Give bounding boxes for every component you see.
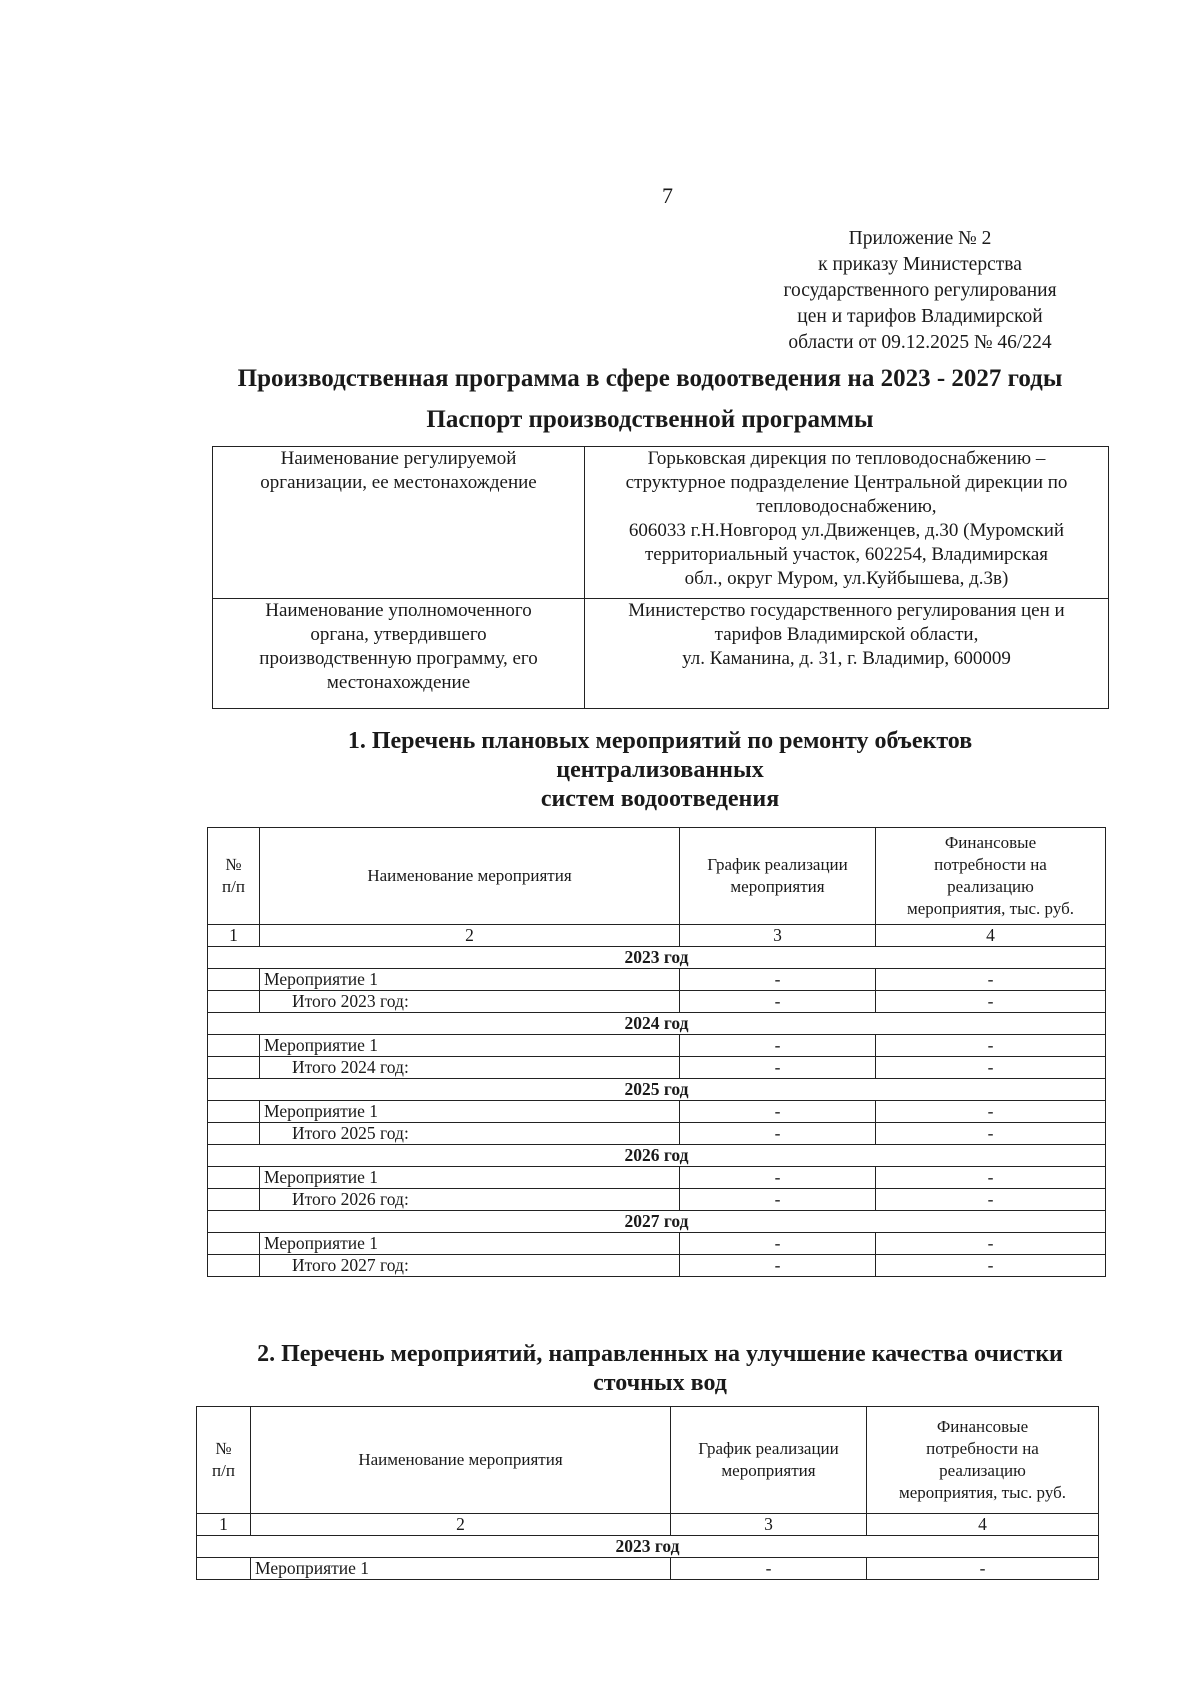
event-row xyxy=(208,1167,1106,1189)
passport-value-line: Горьковская дирекция по тепловодоснабжению – xyxy=(647,448,1046,469)
header-name-line: Наименование мероприятия xyxy=(367,866,572,885)
header-finance-line: Финансовые xyxy=(944,833,1037,852)
appendix-line: государственного регулирования xyxy=(783,280,1057,301)
year-label: 2023 год xyxy=(197,1536,1099,1558)
event-row xyxy=(208,969,1106,991)
section1-title-line: централизованных xyxy=(556,757,764,783)
passport-value-line: тарифов Владимирской области, xyxy=(714,624,979,645)
event-num xyxy=(208,1233,260,1255)
passport-label-line: организации, ее местонахождение xyxy=(260,472,537,493)
passport-value-cell xyxy=(585,447,1109,599)
header-num xyxy=(197,1407,251,1514)
event-name: Мероприятие 1 xyxy=(260,1167,680,1189)
total-schedule: - xyxy=(680,1057,876,1079)
header-finance xyxy=(876,828,1106,925)
event-schedule: - xyxy=(680,969,876,991)
event-schedule: - xyxy=(680,1167,876,1189)
header-name xyxy=(251,1407,671,1514)
passport-row-authority xyxy=(213,599,1109,709)
total-num xyxy=(208,1189,260,1211)
year-row xyxy=(208,947,1106,969)
event-schedule: - xyxy=(671,1558,867,1580)
total-label: Итого 2027 год: xyxy=(260,1255,680,1277)
column-numbers-row xyxy=(208,925,1106,947)
passport-table xyxy=(212,446,1109,709)
total-schedule: - xyxy=(680,1189,876,1211)
appendix-line: области от 09.12.2025 № 46/224 xyxy=(788,332,1052,353)
column-number: 3 xyxy=(671,1514,867,1536)
total-row xyxy=(208,1189,1106,1211)
event-finance: - xyxy=(876,1101,1106,1123)
event-name: Мероприятие 1 xyxy=(260,1101,680,1123)
table-header-row xyxy=(208,828,1106,925)
total-row xyxy=(208,1123,1106,1145)
event-name: Мероприятие 1 xyxy=(251,1558,671,1580)
total-finance: - xyxy=(876,1123,1106,1145)
appendix-line: Приложение № 2 xyxy=(848,228,992,249)
header-schedule-line: мероприятия xyxy=(730,877,825,896)
year-label: 2023 год xyxy=(208,947,1106,969)
page-number: 7 xyxy=(662,183,673,208)
passport-label-line: производственную программу, его xyxy=(259,648,538,669)
header-schedule-line: мероприятия xyxy=(721,1461,816,1480)
total-num xyxy=(208,1123,260,1145)
event-schedule: - xyxy=(680,1233,876,1255)
header-finance-line: потребности на xyxy=(926,1439,1039,1458)
header-num-line: № xyxy=(225,855,242,874)
header-finance-line: потребности на xyxy=(934,855,1047,874)
event-schedule: - xyxy=(680,1035,876,1057)
column-number: 1 xyxy=(208,925,260,947)
year-label: 2025 год xyxy=(208,1079,1106,1101)
event-row xyxy=(197,1558,1099,1580)
header-num-line: п/п xyxy=(222,877,245,896)
total-row xyxy=(208,991,1106,1013)
passport-row-organization xyxy=(213,447,1109,599)
event-schedule: - xyxy=(680,1101,876,1123)
total-finance: - xyxy=(876,1255,1106,1277)
passport-label-cell xyxy=(213,599,585,709)
year-row xyxy=(208,1013,1106,1035)
column-number: 1 xyxy=(197,1514,251,1536)
section1-title xyxy=(180,727,1140,814)
event-row xyxy=(208,1233,1106,1255)
passport-title: Паспорт производственной программы xyxy=(426,406,874,433)
header-name-line: Наименование мероприятия xyxy=(358,1450,563,1469)
event-num xyxy=(208,1035,260,1057)
section2-title xyxy=(180,1340,1140,1398)
passport-value-cell xyxy=(585,599,1109,709)
table-header-row xyxy=(197,1407,1099,1514)
event-num xyxy=(208,1101,260,1123)
total-finance: - xyxy=(876,1189,1106,1211)
total-num xyxy=(208,1255,260,1277)
passport-label-line: Наименование регулируемой xyxy=(280,448,517,469)
event-finance: - xyxy=(867,1558,1099,1580)
passport-label-line: органа, утвердившего xyxy=(310,624,487,645)
total-finance: - xyxy=(876,991,1106,1013)
total-row xyxy=(208,1057,1106,1079)
header-schedule xyxy=(680,828,876,925)
year-label: 2024 год xyxy=(208,1013,1106,1035)
year-label: 2026 год xyxy=(208,1145,1106,1167)
header-num-line: п/п xyxy=(212,1461,235,1480)
section1-title-line: 1. Перечень плановых мероприятий по ремонту объектов xyxy=(347,728,973,754)
total-schedule: - xyxy=(680,1123,876,1145)
header-finance-line: Финансовые xyxy=(936,1417,1029,1436)
event-num xyxy=(208,969,260,991)
passport-value-line: Министерство государственного регулирования цен и xyxy=(628,600,1065,621)
year-row xyxy=(208,1211,1106,1233)
section2-title-line: 2. Перечень мероприятий, направленных на улучшение качества очистки xyxy=(257,1341,1063,1367)
header-num xyxy=(208,828,260,925)
year-row xyxy=(197,1536,1099,1558)
header-finance-line: реализацию xyxy=(939,1461,1026,1480)
total-label: Итого 2026 год: xyxy=(260,1189,680,1211)
event-name: Мероприятие 1 xyxy=(260,969,680,991)
section1-title-line: систем водоотведения xyxy=(540,786,780,812)
passport-value-line: ул. Каманина, д. 31, г. Владимир, 600009 xyxy=(682,648,1011,669)
event-finance: - xyxy=(876,1233,1106,1255)
header-finance-line: мероприятия, тыс. руб. xyxy=(898,1483,1066,1502)
event-row xyxy=(208,1035,1106,1057)
passport-value-line: территориальный участок, 602254, Владимирская xyxy=(644,544,1049,565)
appendix-note xyxy=(760,226,1080,356)
event-finance: - xyxy=(876,969,1106,991)
header-schedule-line: График реализации xyxy=(698,1439,839,1458)
total-schedule: - xyxy=(680,1255,876,1277)
year-label: 2027 год xyxy=(208,1211,1106,1233)
header-schedule-line: График реализации xyxy=(707,855,848,874)
main-title: Производственная программа в сфере водоотведения на 2023 - 2027 годы xyxy=(237,365,1063,392)
total-num xyxy=(208,1057,260,1079)
header-num-line: № xyxy=(215,1439,232,1458)
header-finance-line: мероприятия, тыс. руб. xyxy=(906,899,1074,918)
column-number: 4 xyxy=(867,1514,1099,1536)
total-label: Итого 2023 год: xyxy=(260,991,680,1013)
total-label: Итого 2024 год: xyxy=(260,1057,680,1079)
section2-title-line: сточных вод xyxy=(593,1370,727,1396)
event-name: Мероприятие 1 xyxy=(260,1035,680,1057)
section1-table xyxy=(207,827,1106,1277)
passport-value-line: обл., округ Муром, ул.Куйбышева, д.3в) xyxy=(684,568,1009,589)
column-number: 2 xyxy=(260,925,680,947)
section2-table xyxy=(196,1406,1099,1580)
appendix-line: цен и тарифов Владимирской xyxy=(797,306,1043,327)
year-row xyxy=(208,1079,1106,1101)
column-number: 3 xyxy=(680,925,876,947)
total-schedule: - xyxy=(680,991,876,1013)
header-finance-line: реализацию xyxy=(947,877,1034,896)
passport-value-line: 606033 г.Н.Новгород ул.Движенцев, д.30 (Муромский xyxy=(628,520,1065,541)
total-num xyxy=(208,991,260,1013)
column-number: 2 xyxy=(251,1514,671,1536)
appendix-line: к приказу Министерства xyxy=(818,254,1022,275)
event-row xyxy=(208,1101,1106,1123)
passport-value-line: тепловодоснабжению, xyxy=(756,496,937,517)
column-number: 4 xyxy=(876,925,1106,947)
passport-value-line: структурное подразделение Центральной дирекции по xyxy=(625,472,1068,493)
header-finance xyxy=(867,1407,1099,1514)
header-schedule xyxy=(671,1407,867,1514)
passport-label-line: Наименование уполномоченного xyxy=(265,600,532,621)
total-label: Итого 2025 год: xyxy=(260,1123,680,1145)
event-num xyxy=(208,1167,260,1189)
column-numbers-row xyxy=(197,1514,1099,1536)
total-row xyxy=(208,1255,1106,1277)
event-finance: - xyxy=(876,1035,1106,1057)
total-finance: - xyxy=(876,1057,1106,1079)
passport-label-cell xyxy=(213,447,585,599)
event-finance: - xyxy=(876,1167,1106,1189)
passport-label-line: местонахождение xyxy=(326,672,471,693)
event-name: Мероприятие 1 xyxy=(260,1233,680,1255)
header-name xyxy=(260,828,680,925)
year-row xyxy=(208,1145,1106,1167)
event-num xyxy=(197,1558,251,1580)
